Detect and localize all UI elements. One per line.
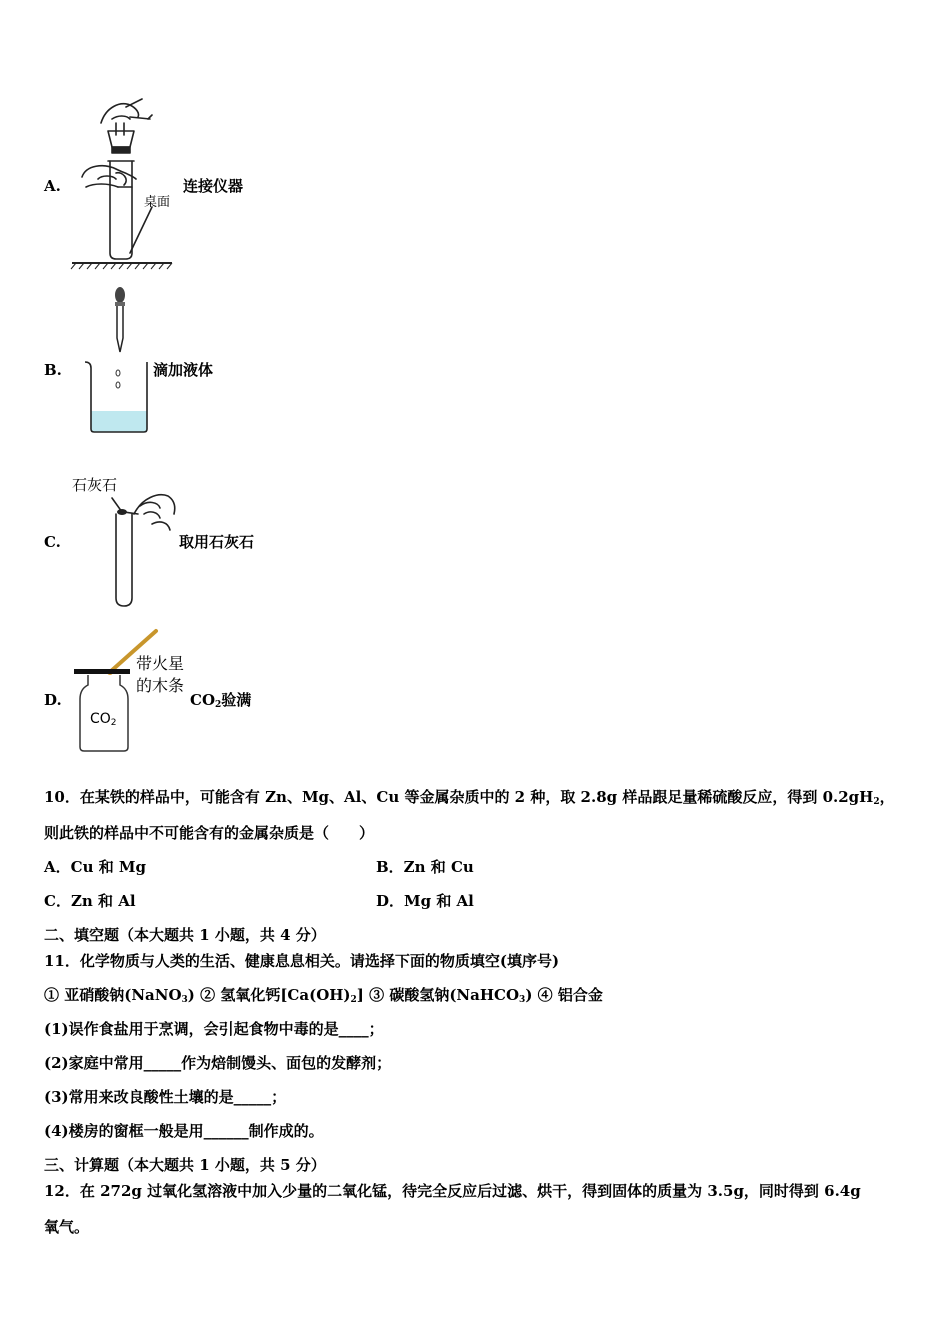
desk-label: 桌面 [144, 195, 171, 210]
q11-stem: 11．化学物质与人类的生活、健康息息相关。请选择下面的物质填空(填序号) [44, 952, 560, 970]
q11-item-2: (2)家庭中常用_____作为焙制馒头、面包的发酵剂； [44, 1054, 392, 1072]
connect-apparatus-figure [68, 95, 183, 275]
option-d-letter: D. [44, 691, 62, 709]
bottle-co2-label: $CO_2$ [90, 711, 117, 728]
limestone-tube-figure [98, 484, 180, 609]
q10-option-b: B．Zn 和 Cu [376, 858, 474, 876]
section-2-title: 二、填空题（本大题共 1 小题，共 4 分） [44, 926, 326, 944]
dropper-beaker-figure [78, 282, 153, 438]
q12-stem-line1: 12．在 272g 过氧化氢溶液中加入少量的二氧化锰，待完全反应后过滤、烘干，得到固体的质量为 3.5g，同时得到 6.4g [44, 1182, 861, 1200]
q10-option-c: C．Zn 和 Al [44, 892, 136, 910]
q11-item-1: (1)误作食盐用于烹调，会引起食物中毒的是____； [44, 1020, 384, 1038]
option-b-caption: 滴加液体 [153, 361, 214, 379]
option-d-caption: $CO_2$验满 [190, 691, 252, 710]
q11-materials: ① 亚硝酸钠(NaNO$_3$) ② 氢氧化钙$[Ca(OH)_2]$ ③ 碳酸氢钠(NaHCO$_3$) ④ 铝合金 [44, 986, 603, 1005]
q11-item-4: (4)楼房的窗框一般是用______制作成的。 [44, 1122, 324, 1140]
option-a-caption: 连接仪器 [183, 177, 244, 195]
q10-stem-line2: 则此铁的样品中不可能含有的金属杂质是（ ） [44, 824, 375, 842]
option-a-letter: A. [44, 177, 61, 195]
glowing-splint-label-line2: 的木条 [136, 676, 185, 695]
q10-option-d: D．Mg 和 Al [376, 892, 474, 910]
section-3-title: 三、计算题（本大题共 1 小题，共 5 分） [44, 1156, 326, 1174]
q10-stem-line1: 10．在某铁的样品中，可能含有 Zn、Mg、Al、Cu 等金属杂质中的 2 种，取 2.8g 样品跟足量稀硫酸反应，得到 $0.2gH_2$， [44, 788, 895, 807]
option-c-letter: C. [44, 533, 61, 551]
q10-option-a: A．Cu 和 Mg [44, 858, 147, 876]
limestone-label: 石灰石 [72, 476, 118, 494]
option-b-letter: B. [44, 361, 62, 379]
q11-item-3: (3)常用来改良酸性土壤的是_____； [44, 1088, 287, 1106]
q12-stem-line2: 氧气。 [44, 1218, 90, 1236]
option-c-caption: 取用石灰石 [179, 533, 255, 551]
glowing-splint-label-line1: 带火星 [136, 654, 185, 673]
